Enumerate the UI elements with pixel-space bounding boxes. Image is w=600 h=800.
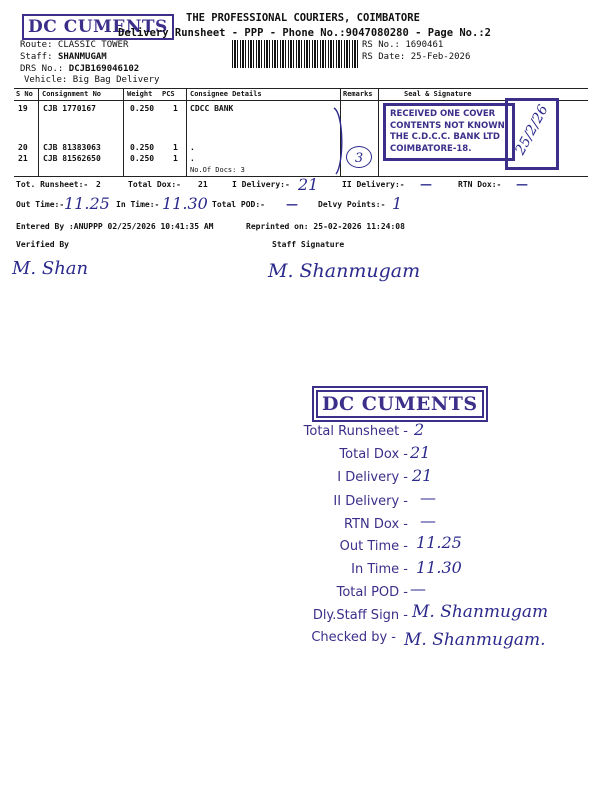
col-consignment: Consignment No: [42, 90, 102, 98]
stamp-line: COIMBATORE-18.: [390, 143, 472, 154]
col-seal: Seal & Signature: [404, 90, 472, 98]
summary-logo-frame: [312, 386, 488, 422]
summary-label: RTN Dox -: [344, 517, 408, 532]
rs-date: RS Date: 25-Feb-2026: [362, 52, 471, 62]
summary-value: 11.30: [416, 558, 462, 577]
reprinted-on: Reprinted on: 25-02-2026 11:24:08: [246, 222, 405, 231]
col-sno: S No: [16, 90, 33, 98]
col-divider: [38, 88, 39, 176]
in-time-label: In Time:-: [116, 200, 160, 209]
summary-value: 21: [410, 443, 431, 462]
col-divider: [123, 88, 124, 176]
staff-signature: M. Shanmugam: [268, 260, 421, 282]
total-pod-value: —: [286, 197, 298, 211]
row-consignment: CJB 81562650: [43, 154, 101, 163]
row-weight: 0.250: [130, 154, 155, 163]
summary-label: Total Dox -: [339, 447, 408, 462]
ii-delivery-label: II Delivery:-: [342, 180, 405, 189]
summary-logo: DC CUMENTS: [316, 390, 484, 418]
rs-number: RS No.: 1690461: [362, 40, 444, 50]
staff-name: SHANMUGAM: [57, 52, 107, 62]
row-sno: 19: [18, 104, 28, 113]
row-weight: 0.250: [130, 143, 155, 152]
row-pcs: 1: [173, 104, 178, 113]
summary-value: —: [420, 511, 436, 530]
summary-label: Dly.Staff Sign -: [312, 608, 408, 623]
col-divider: [378, 88, 379, 176]
summary-stamp: [0, 420, 600, 664]
drs-number: [20, 64, 139, 74]
table-top-rule: [14, 88, 588, 89]
out-time-value: 11.25: [64, 194, 110, 213]
summary-label: In Time -: [351, 562, 408, 577]
received-stamp: [383, 103, 515, 161]
summary-value: 11.25: [416, 533, 462, 552]
total-runsheet-value: 2: [96, 180, 101, 189]
route: Route: CLASSIC TOWER: [20, 40, 129, 50]
row-sno: 20: [18, 143, 28, 152]
summary-value: M. Shanmugam.: [404, 630, 546, 650]
row-consignee: .: [190, 154, 195, 163]
summary-value: —: [410, 579, 426, 598]
seal-date-handwriting: 25/2/26: [512, 102, 552, 158]
staff-label: Staff:: [20, 52, 53, 62]
total-runsheet-label: Tot. Runsheet:-: [16, 180, 89, 189]
row-weight: 0.250: [130, 104, 155, 113]
verified-by-label: Verified By: [16, 240, 69, 249]
i-delivery-label: I Delivery:-: [232, 180, 290, 189]
col-pcs: PCS: [162, 90, 175, 98]
ii-delivery-value: —: [420, 177, 432, 191]
staff: [20, 52, 107, 62]
company-name: THE PROFESSIONAL COURIERS, COIMBATORE: [186, 12, 420, 24]
stamp-line: THE C.D.C.C. BANK LTD: [390, 132, 500, 142]
delivery-points-label: Delvy Points:-: [318, 200, 386, 209]
in-time-value: 11.30: [162, 194, 208, 213]
entered-by: Entered By :ANUPPP 02/25/2026 10:41:35 AM: [16, 222, 214, 231]
stamp-line: RECEIVED ONE COVER: [390, 109, 496, 119]
logo-stamp: DC CUMENTS: [22, 14, 174, 40]
rtn-dox-label: RTN Dox:-: [458, 180, 502, 189]
stamp-line: CONTENTS NOT KNOWN: [390, 120, 505, 131]
row-consignee: .: [190, 143, 195, 152]
summary-value: 2: [414, 420, 425, 439]
summary-label: II Delivery -: [333, 494, 408, 509]
row-consignment: CJB 1770167: [43, 104, 96, 113]
summary-label: Total POD -: [336, 585, 408, 600]
runsheet-title: Delivery Runsheet - PPP - Phone No.:9047080280 - Page No.:2: [118, 27, 491, 39]
row-consignment: CJB 81383063: [43, 143, 101, 152]
remarks-circle: [346, 146, 372, 168]
drs-value: DCJB169046102: [68, 64, 140, 74]
remarks-count: 3: [354, 151, 364, 166]
docs-count: No.Of Docs: 3: [190, 166, 245, 174]
summary-value: —: [420, 488, 436, 507]
row-consignee: CDCC BANK: [190, 104, 234, 113]
total-dox-label: Total Dox:-: [128, 180, 181, 189]
summary-label: I Delivery -: [337, 470, 408, 485]
col-divider: [186, 88, 187, 176]
rtn-dox-value: —: [516, 177, 528, 191]
summary-label: Out Time -: [339, 539, 408, 554]
summary-label: Checked by -: [311, 630, 396, 645]
times-row: [0, 194, 600, 218]
summary-label: Total Runsheet -: [303, 424, 408, 439]
barcode: [232, 40, 358, 68]
out-time-label: Out Time:-: [16, 200, 65, 209]
drs-label: DRS No.:: [20, 64, 64, 74]
row-sno: 21: [18, 154, 28, 163]
col-consignee: Consignee Details: [190, 90, 262, 98]
row-pcs: 1: [173, 143, 178, 152]
delivery-points-value: 1: [392, 194, 403, 213]
row-pcs: 1: [173, 154, 178, 163]
i-delivery-value: 21: [298, 175, 319, 194]
col-remarks: Remarks: [343, 90, 373, 98]
vehicle: Vehicle: Big Bag Delivery: [24, 75, 160, 85]
staff-signature-label: Staff Signature: [272, 240, 345, 249]
col-weight: Weight: [127, 90, 153, 98]
total-dox-value: 21: [198, 180, 208, 189]
verified-signature: M. Shan: [12, 258, 89, 279]
total-pod-label: Total POD:-: [212, 200, 265, 209]
summary-value: 21: [412, 466, 433, 485]
table-header-rule: [14, 100, 588, 101]
summary-value: M. Shanmugam: [412, 602, 549, 622]
